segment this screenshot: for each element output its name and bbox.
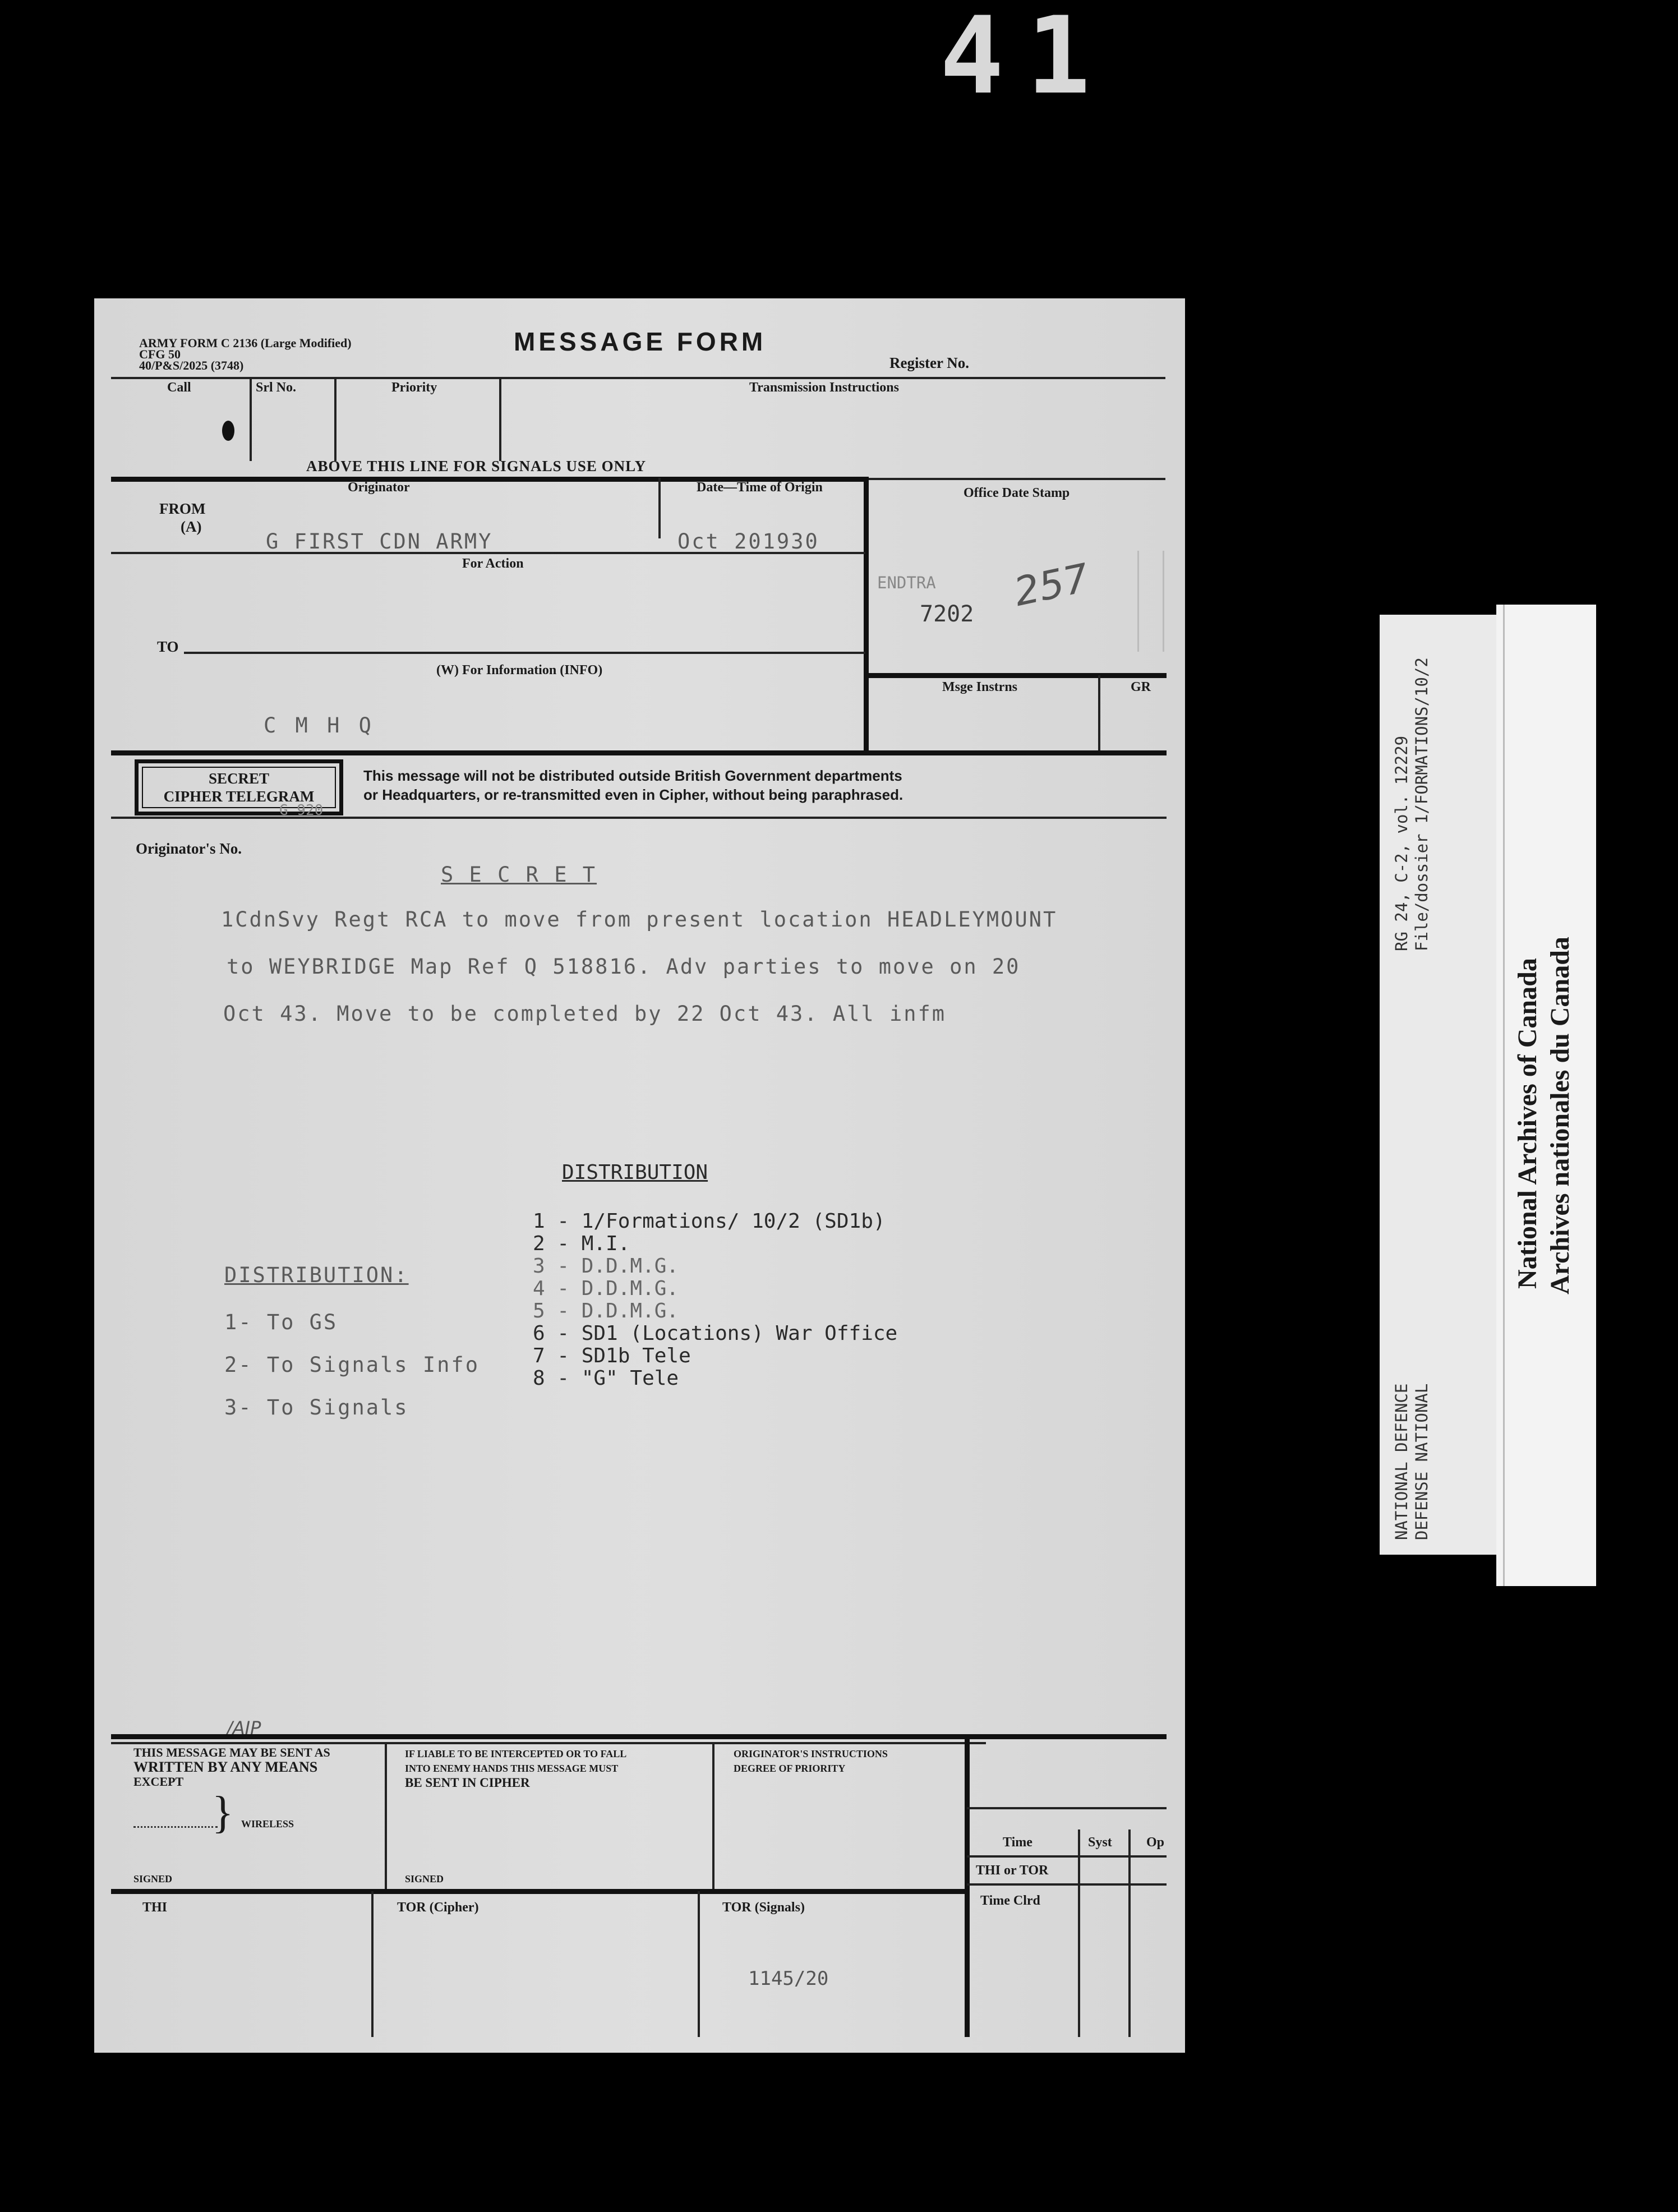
cipher-note: IF LIABLE TO BE INTERCEPTED OR TO FALL INTO ENEMY HANDS THIS MESSAGE MUST BE SENT IN CIPHER xyxy=(405,1748,627,1790)
from-sub-label: (A) xyxy=(181,518,202,535)
distribution-item: 6 - SD1 (Locations) War Office xyxy=(533,1322,898,1345)
office-date-stamp-label: Office Date Stamp xyxy=(964,486,1070,500)
body-line-2: to WEYBRIDGE Map Ref Q 518816. Adv parties to move on 20 xyxy=(227,955,1021,979)
except-field xyxy=(133,1813,218,1828)
left-distribution-heading: DISTRIBUTION: xyxy=(224,1263,409,1287)
for-information-label: (W) For Information (INFO) xyxy=(436,663,603,678)
ink-blot xyxy=(222,421,234,441)
distribution-item: 5 - D.D.M.G. xyxy=(533,1299,679,1322)
tor-signals-value: 1145/20 xyxy=(748,1967,829,1990)
distribution-list xyxy=(533,1210,897,1390)
secret-label: SECRET xyxy=(208,770,270,787)
send-as-written-note: THIS MESSAGE MAY BE SENT AS WRITTEN BY ANY MEANS EXCEPT xyxy=(133,1745,330,1789)
body-line-1: 1CdnSvy Regt RCA to move from present location HEADLEYMOUNT xyxy=(221,907,1058,932)
hand-note: /AIP xyxy=(227,1717,261,1739)
to-label: TO xyxy=(157,638,179,655)
originator-label: Originator xyxy=(348,480,410,495)
left-distribution-item: 2- To Signals Info xyxy=(224,1353,480,1377)
time-label: Time xyxy=(1003,1835,1032,1850)
date-time-origin-label: Date—Time of Origin xyxy=(697,480,823,495)
distribution-item: 7 - SD1b Tele xyxy=(533,1344,691,1367)
op-label: Op xyxy=(1146,1835,1165,1850)
syst-label: Syst xyxy=(1088,1835,1112,1850)
body-line-3: Oct 43. Move to be completed by 22 Oct 43. All infm xyxy=(223,1002,947,1026)
gr-label: GR xyxy=(1131,680,1151,694)
msge-instrns-label: Msge Instrns xyxy=(942,680,1018,694)
signals-use-line: ABOVE THIS LINE FOR SIGNALS USE ONLY xyxy=(306,458,647,474)
info-value: C M H Q xyxy=(264,713,375,738)
archive-institution-label xyxy=(1496,605,1596,1586)
signed-label: SIGNED xyxy=(133,1873,173,1884)
archive-ref-line-2: File/dossier 1/FORMATIONS/10/2 xyxy=(1412,657,1431,951)
secret-box-overprint: G 920 xyxy=(279,802,324,819)
originator-value: G FIRST CDN ARMY xyxy=(266,529,493,554)
department-line-2: DEFENSE NATIONAL xyxy=(1412,1383,1431,1540)
archive-ref-line-1: RG 24, C-2, vol. 12229 xyxy=(1392,735,1411,951)
time-clrd-label: Time Clrd xyxy=(980,1893,1040,1908)
cipher-telegram-label: CIPHER TELEGRAM xyxy=(163,788,315,805)
distribution-heading: DISTRIBUTION xyxy=(562,1161,708,1184)
form-title: MESSAGE FORM xyxy=(514,327,767,356)
brace-glyph: } xyxy=(212,1788,234,1837)
left-distribution-item: 1- To GS xyxy=(224,1310,338,1334)
distribution-item: 8 - "G" Tele xyxy=(533,1367,679,1390)
transmission-instructions-label: Transmission Instructions xyxy=(749,380,899,395)
stamp-mark xyxy=(1137,551,1164,652)
distribution-item: 1 - 1/Formations/ 10/2 (SD1b) xyxy=(533,1210,886,1233)
notice-line-1: This message will not be distributed outside British Government departments xyxy=(363,767,902,784)
originators-no-label: Originator's No. xyxy=(136,840,242,857)
stamp-partial: ENDTRA xyxy=(877,573,936,592)
notice-line-2: or Headquarters, or re-transmitted even in Cipher, without being paraphrased. xyxy=(363,786,903,803)
call-label: Call xyxy=(167,380,191,395)
left-distribution-item: 3- To Signals xyxy=(224,1395,409,1420)
register-no-label: Register No. xyxy=(889,354,969,371)
originators-instructions: ORIGINATOR'S INSTRUCTIONS DEGREE OF PRIORITY xyxy=(734,1748,888,1774)
body-heading: S E C R E T xyxy=(441,863,597,887)
signed-label-2: SIGNED xyxy=(405,1873,444,1884)
distribution-item: 3 - D.D.M.G. xyxy=(533,1255,679,1278)
archive-name-fr: Archives nationales du Canada xyxy=(1545,937,1575,1294)
archive-reference-label xyxy=(1380,615,1496,1555)
stamp-number: 7202 xyxy=(920,601,974,627)
distribution-item: 2 - M.I. xyxy=(533,1232,630,1255)
wireless-label: WIRELESS xyxy=(241,1818,294,1829)
for-action-label: For Action xyxy=(462,556,524,571)
thi-label: THI xyxy=(142,1900,168,1915)
priority-label: Priority xyxy=(391,380,437,395)
department-line-1: NATIONAL DEFENCE xyxy=(1392,1383,1411,1540)
thi-or-tor-label: THI or TOR xyxy=(976,1863,1049,1878)
date-time-value: Oct 201930 xyxy=(677,529,819,554)
archive-name-en: National Archives of Canada xyxy=(1513,958,1542,1289)
message-form-paper xyxy=(94,298,1185,2053)
from-label: FROM xyxy=(159,500,206,517)
srl-no-label: Srl No. xyxy=(256,380,296,395)
army-form-id: ARMY FORM C 2136 (Large Modified) CFG 50 40/P&S/2025 (3748) xyxy=(139,336,352,372)
tor-signals-label: TOR (Signals) xyxy=(722,1900,805,1915)
tor-cipher-label: TOR (Cipher) xyxy=(397,1900,479,1915)
distribution-item: 4 - D.D.M.G. xyxy=(533,1277,679,1300)
handwritten-number: 257 xyxy=(1009,555,1093,615)
folio-number: 41 xyxy=(939,0,1113,118)
